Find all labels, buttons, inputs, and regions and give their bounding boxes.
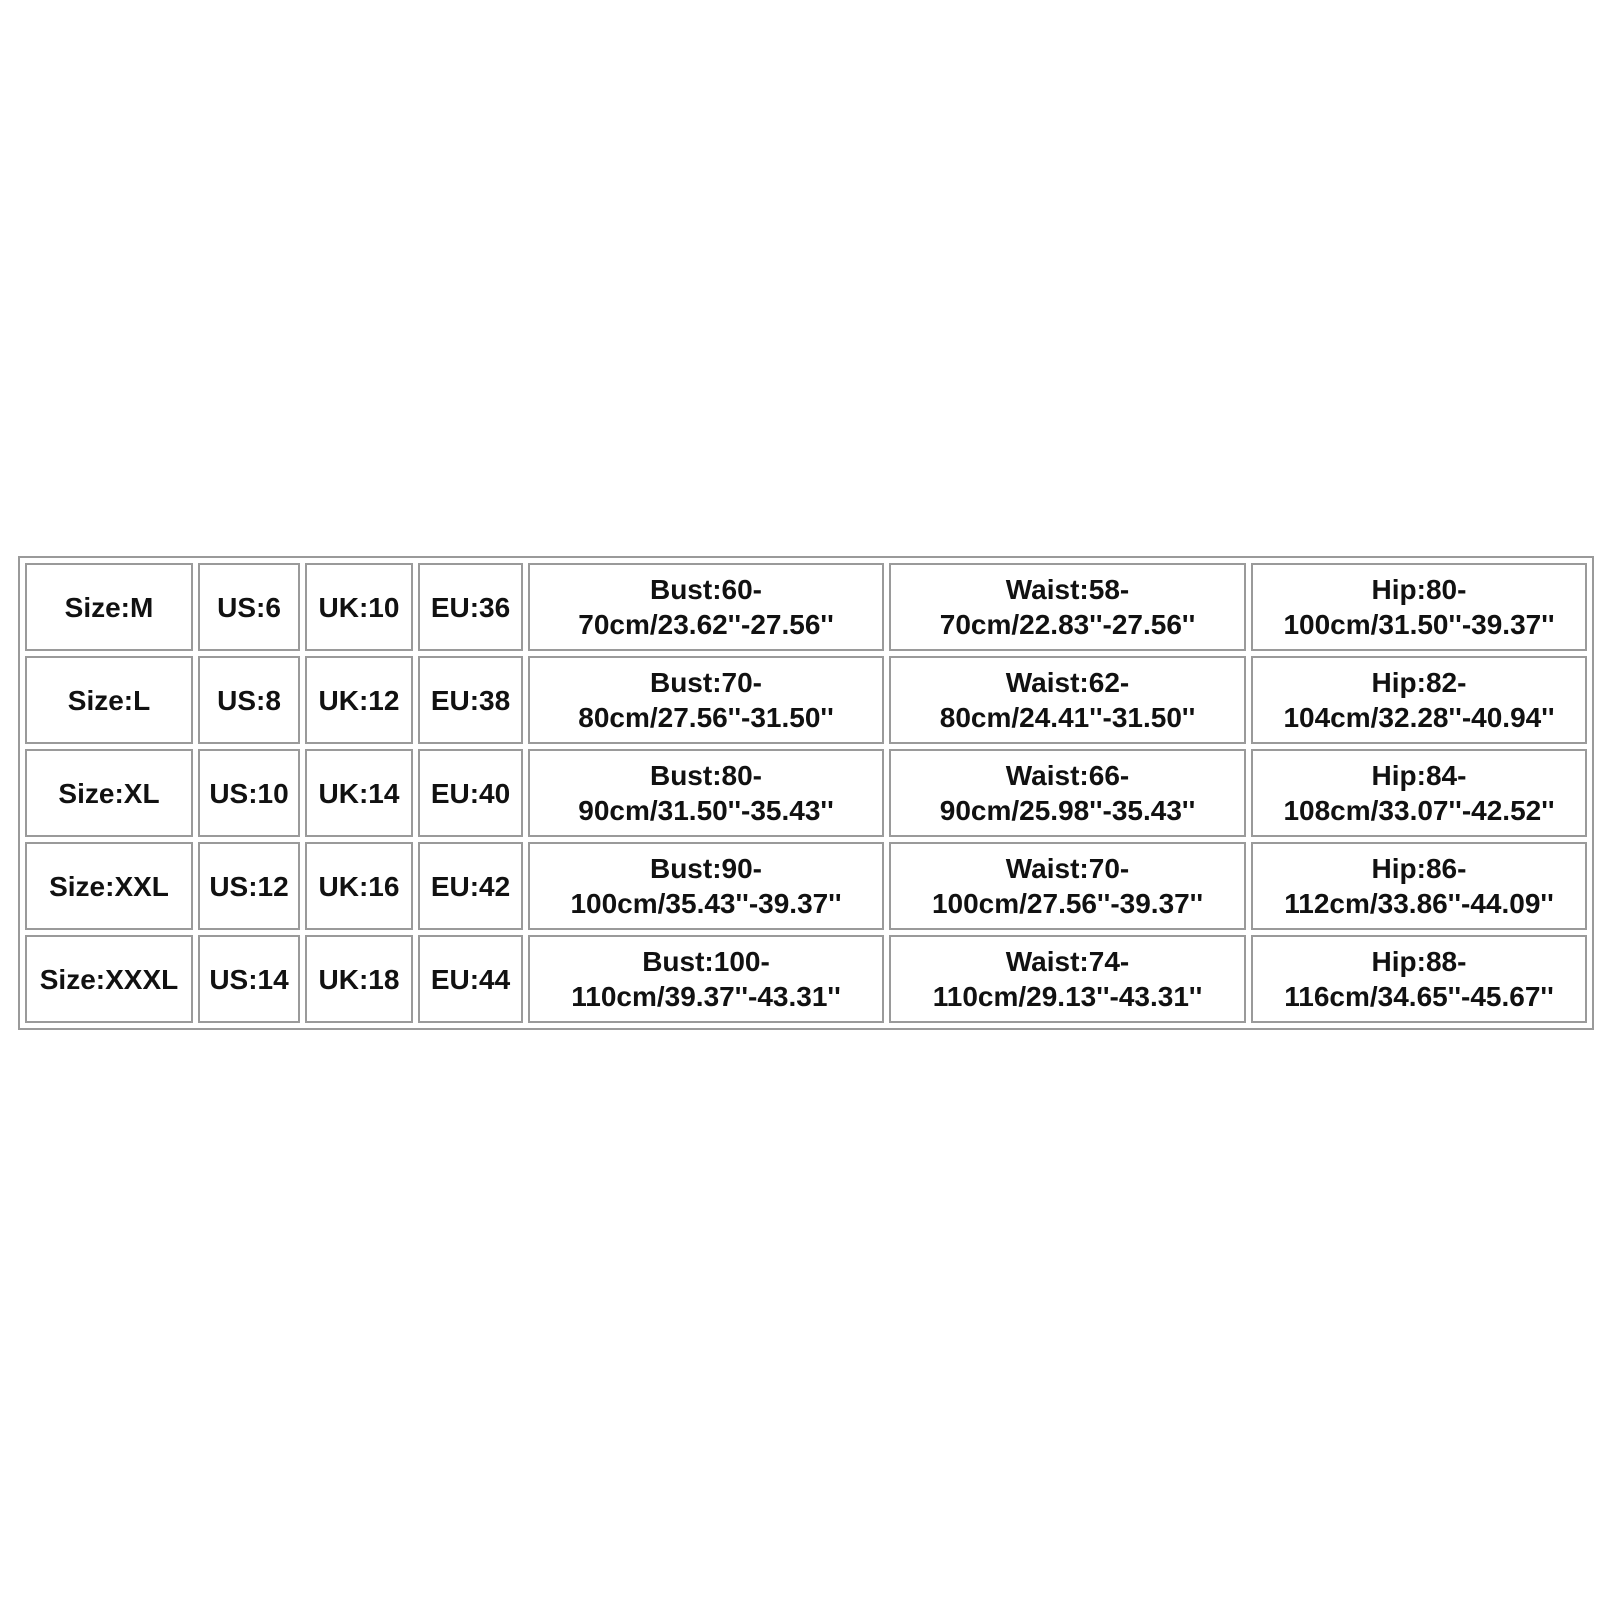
eu-size-cell: EU:38 <box>418 656 523 744</box>
table-row <box>25 656 1587 744</box>
hip-cell: Hip:82-104cm/32.28''-40.94'' <box>1251 656 1587 744</box>
hip-cell: Hip:84-108cm/33.07''-42.52'' <box>1251 749 1587 837</box>
uk-size-cell: UK:10 <box>305 563 413 651</box>
waist-cell: Waist:70-100cm/27.56''-39.37'' <box>889 842 1246 930</box>
us-size-cell: US:10 <box>198 749 300 837</box>
us-size-cell: US:6 <box>198 563 300 651</box>
size-cell: Size:L <box>25 656 193 744</box>
size-cell: Size:XL <box>25 749 193 837</box>
hip-cell: Hip:86-112cm/33.86''-44.09'' <box>1251 842 1587 930</box>
table-row <box>25 935 1587 1023</box>
waist-cell: Waist:58-70cm/22.83''-27.56'' <box>889 563 1246 651</box>
table-row <box>25 563 1587 651</box>
bust-cell: Bust:60-70cm/23.62''-27.56'' <box>528 563 884 651</box>
uk-size-cell: UK:18 <box>305 935 413 1023</box>
uk-size-cell: UK:12 <box>305 656 413 744</box>
uk-size-cell: UK:16 <box>305 842 413 930</box>
table-row <box>25 749 1587 837</box>
uk-size-cell: UK:14 <box>305 749 413 837</box>
bust-cell: Bust:70-80cm/27.56''-31.50'' <box>528 656 884 744</box>
eu-size-cell: EU:44 <box>418 935 523 1023</box>
size-cell: Size:XXXL <box>25 935 193 1023</box>
bust-cell: Bust:80-90cm/31.50''-35.43'' <box>528 749 884 837</box>
hip-cell: Hip:80-100cm/31.50''-39.37'' <box>1251 563 1587 651</box>
us-size-cell: US:8 <box>198 656 300 744</box>
us-size-cell: US:14 <box>198 935 300 1023</box>
table-row <box>25 842 1587 930</box>
waist-cell: Waist:62-80cm/24.41''-31.50'' <box>889 656 1246 744</box>
size-chart-table <box>18 556 1594 1030</box>
bust-cell: Bust:90-100cm/35.43''-39.37'' <box>528 842 884 930</box>
size-cell: Size:M <box>25 563 193 651</box>
waist-cell: Waist:74-110cm/29.13''-43.31'' <box>889 935 1246 1023</box>
eu-size-cell: EU:36 <box>418 563 523 651</box>
eu-size-cell: EU:42 <box>418 842 523 930</box>
us-size-cell: US:12 <box>198 842 300 930</box>
waist-cell: Waist:66-90cm/25.98''-35.43'' <box>889 749 1246 837</box>
eu-size-cell: EU:40 <box>418 749 523 837</box>
size-cell: Size:XXL <box>25 842 193 930</box>
hip-cell: Hip:88-116cm/34.65''-45.67'' <box>1251 935 1587 1023</box>
bust-cell: Bust:100-110cm/39.37''-43.31'' <box>528 935 884 1023</box>
